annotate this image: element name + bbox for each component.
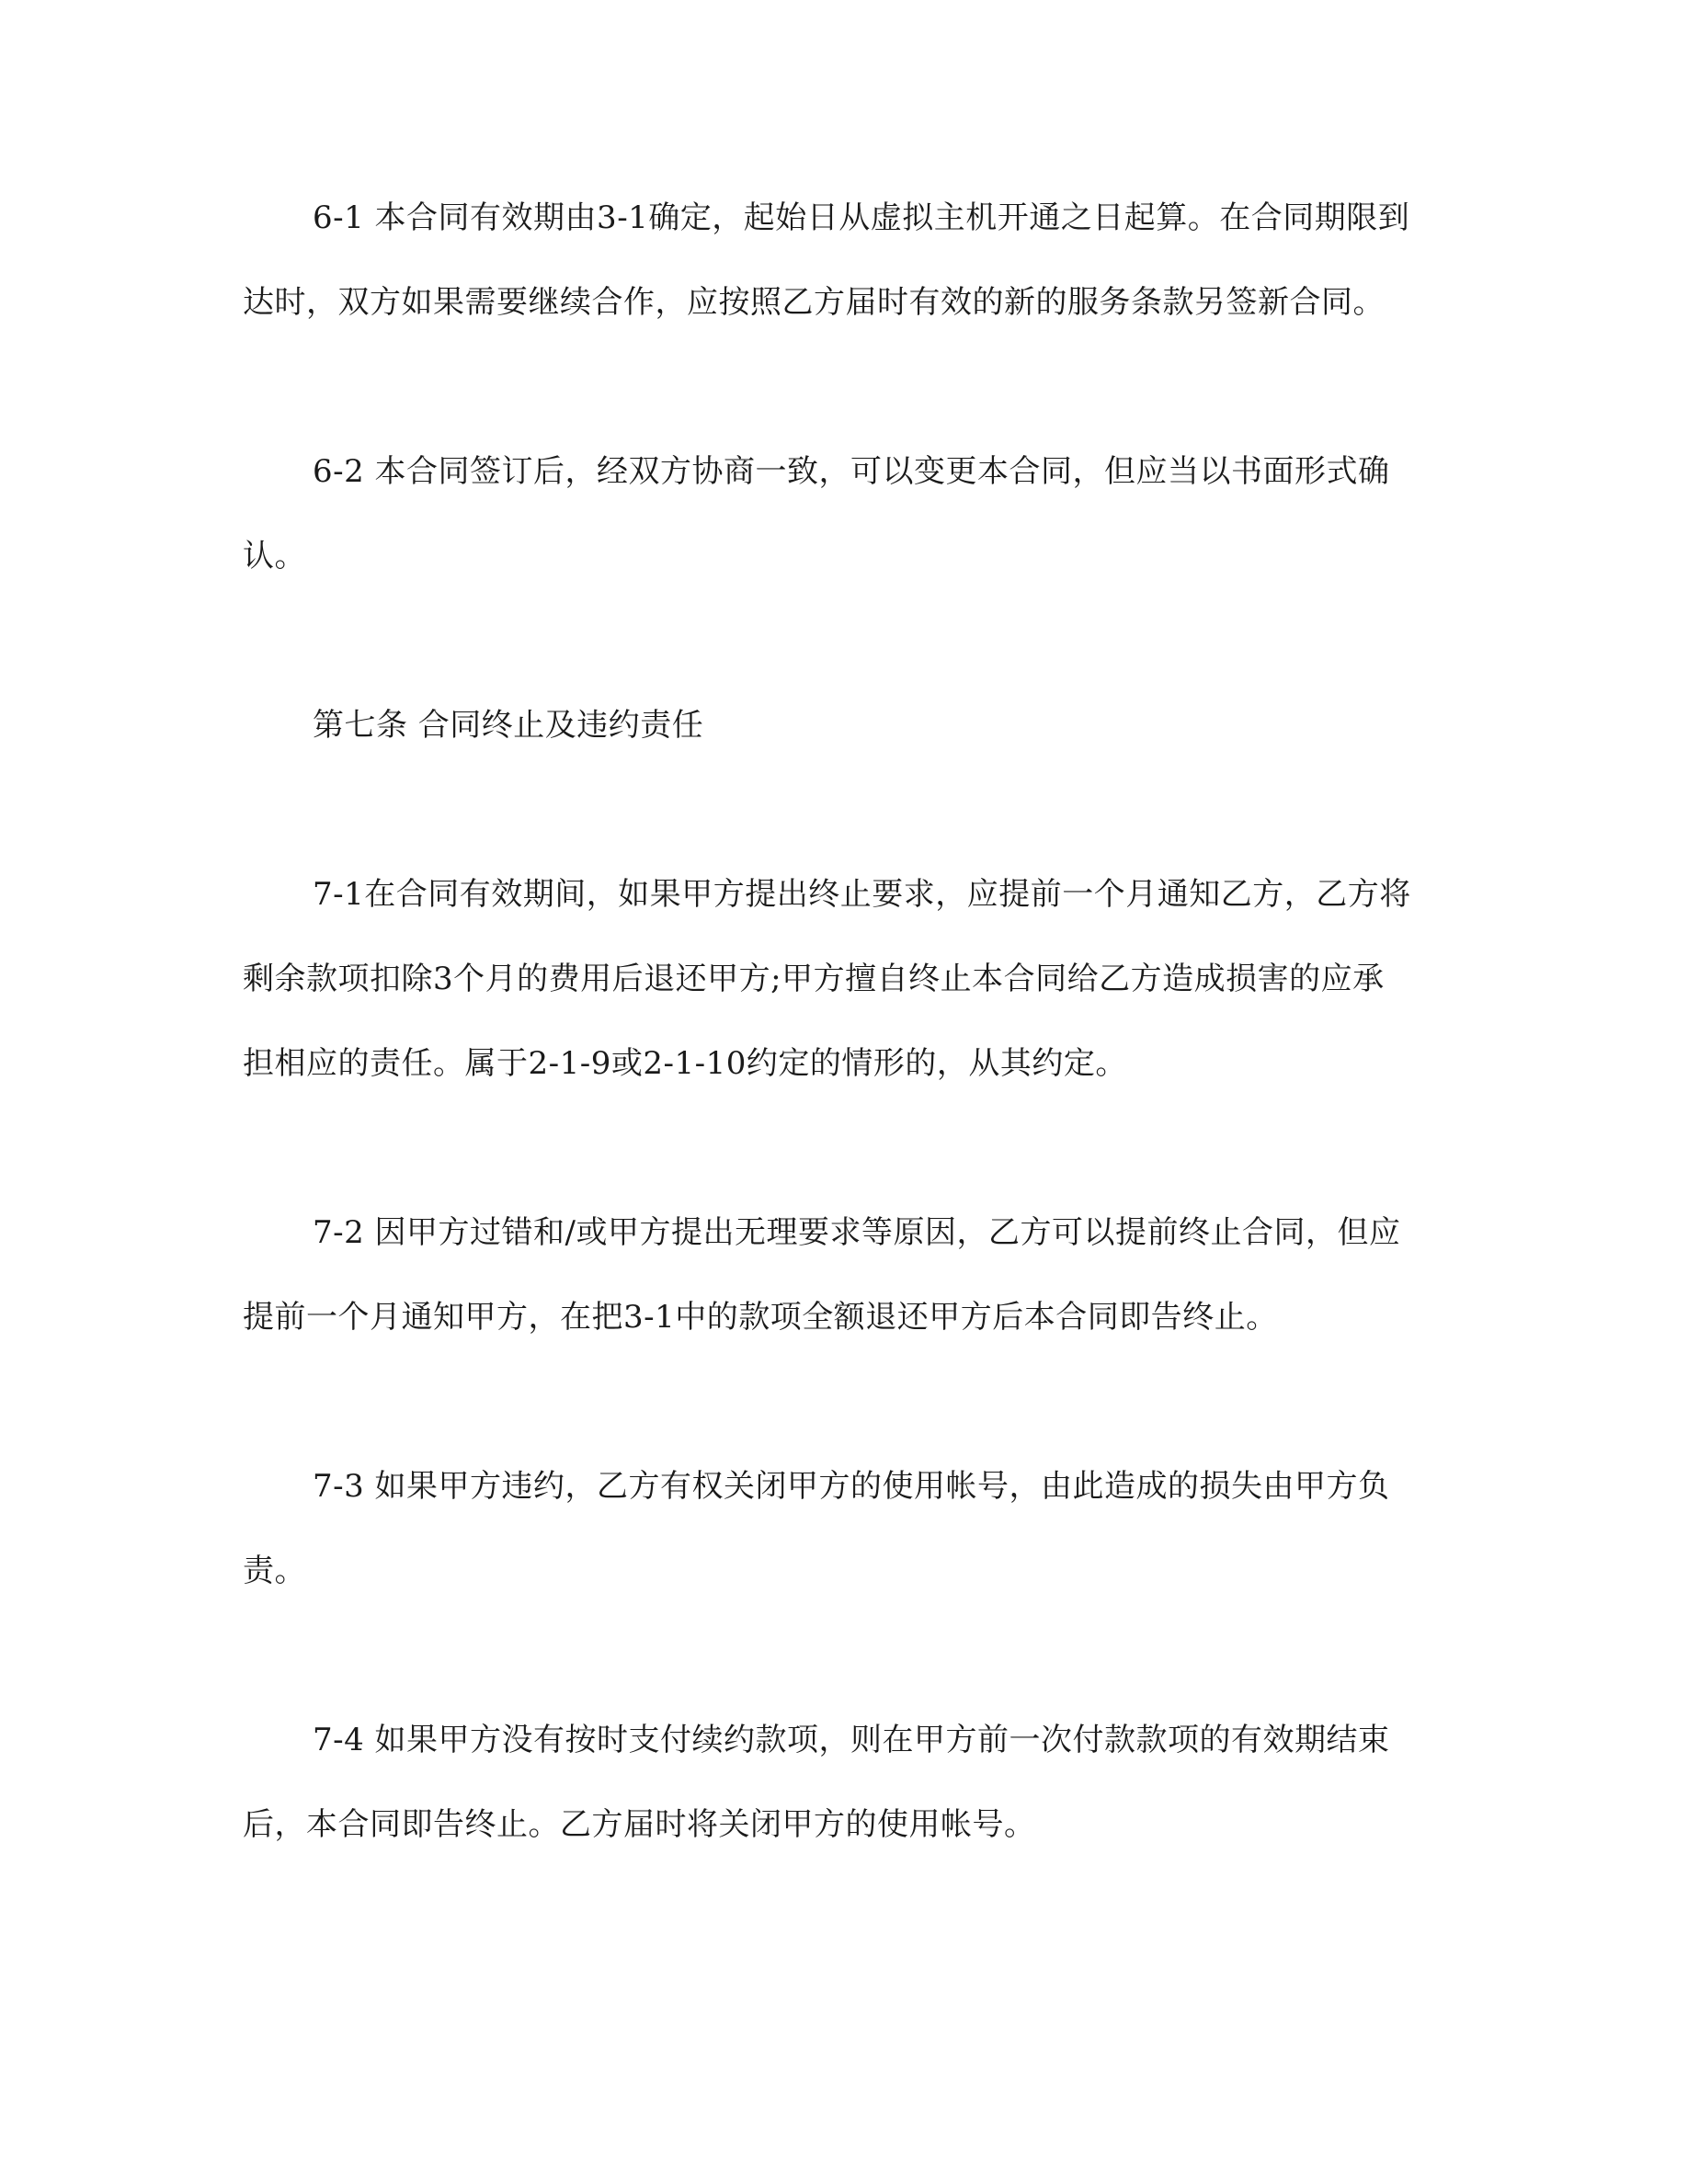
paragraph-line: 后，本合同即告终止。乙方届时将关闭甲方的使用帐号。 [243, 1806, 1036, 1843]
paragraph-line: 达时，双方如果需要继续合作，应按照乙方届时有效的新的服务条款另签新合同。 [243, 284, 1385, 321]
paragraph-line: 担相应的责任。属于2-1-9或2-1-10约定的情形的，从其约定。 [243, 1045, 1127, 1082]
paragraph-line: 7-1在合同有效期间，如果甲方提出终止要求，应提前一个月通知乙方，乙方将 [313, 876, 1411, 913]
paragraph-line: 认。 [243, 538, 306, 574]
paragraph-line: 6-2 本合同签订后，经双方协商一致，可以变更本合同，但应当以书面形式确 [313, 453, 1390, 490]
paragraph-line: 6-1 本合同有效期由3-1确定，起始日从虚拟主机开通之日起算。在合同期限到 [313, 199, 1410, 236]
paragraph-line: 7-3 如果甲方违约，乙方有权关闭甲方的使用帐号，由此造成的损失由甲方负 [313, 1468, 1390, 1505]
paragraph-line: 责。 [243, 1553, 306, 1589]
paragraph-line: 剩余款项扣除3个月的费用后退还甲方;甲方擅自终止本合同给乙方造成损害的应承 [243, 961, 1385, 997]
paragraph-line: 7-4 如果甲方没有按时支付续约款项，则在甲方前一次付款款项的有效期结束 [313, 1722, 1390, 1758]
section-heading: 第七条 合同终止及违约责任 [313, 707, 704, 744]
paragraph-line: 提前一个月通知甲方，在把3-1中的款项全额退还甲方后本合同即告终止。 [243, 1299, 1278, 1336]
paragraph-line: 7-2 因甲方过错和/或甲方提出无理要求等原因，乙方可以提前终止合同，但应 [313, 1214, 1401, 1251]
